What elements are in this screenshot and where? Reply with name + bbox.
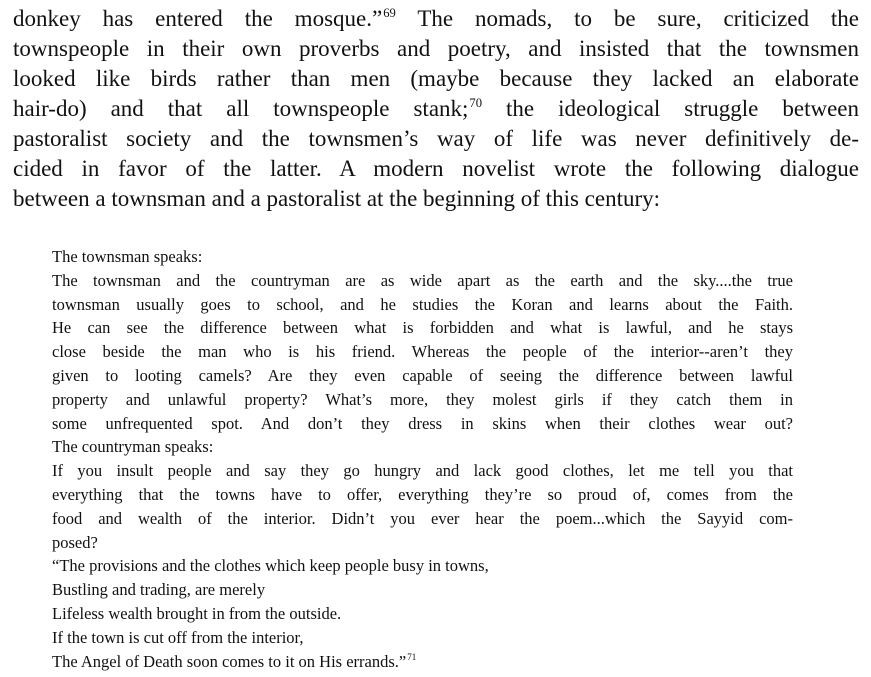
quote-line: The townsman and the countryman are as wide apart as the earth and the sky....the true [52,270,793,290]
poem-line: Lifeless wealth brought in from the outside. [52,603,342,623]
quote-line: some unfrequented spot. And don’t they dress in skins when their clothes wear out? [52,413,793,433]
poem-line: “The provisions and the clothes which keep people busy in towns, [52,556,489,576]
quote-line: everything that the towns have to offer, everything they’re so proud of, comes from the [52,484,793,504]
footnote-marker-71: 71 [407,652,417,663]
quote-line: property and unlawful property? What’s more, they molest girls if they catch them in [52,389,793,409]
body-paragraph [13,4,859,214]
quote-line: close beside the man who is his friend. Whereas the people of the interior--aren’t they [52,342,793,362]
quote-line: If you insult people and say they go hungry and lack good clothes, let me tell you that [52,461,793,481]
poem-line: If the town is cut off from the interior, [52,627,304,647]
quote-line: posed? [52,532,98,552]
quote-line: given to looting camels? Are they even capable of seeing the difference between lawful [52,365,793,385]
paragraph-line: between a townsman and a pastoralist at the beginning of this century: [13,186,661,211]
line-text: The Angel of Death soon comes to it on His errands.” [52,651,407,671]
line-text: the ideological struggle between [482,96,860,121]
quote-line: townsman usually goes to school, and he studies the Koran and learns about the Faith. [52,294,793,314]
paragraph-line: townspeople in their own proverbs and poetry, and insisted that the townsmen [13,36,859,61]
footnote-marker-69: 69 [383,6,396,21]
poem-line [52,650,793,674]
line-text: hair-do) and that all townspeople stank; [13,96,469,121]
paragraph-line: cided in favor of the latter. A modern novelist wrote the following dialogue [13,156,859,181]
paragraph-line: looked like birds rather than men (maybe because they lacked an elaborate [13,66,859,91]
dialogue-block-quote [52,245,793,673]
line-text: The nomads, to be sure, criticized the [395,6,859,31]
paragraph-line [13,94,859,124]
speaker-heading-townsman: The townsman speaks: [52,247,203,266]
quote-line: food and wealth of the interior. Didn’t you ever hear the poem...which the Sayyid com- [52,508,793,528]
speaker-heading-countryman: The countryman speaks: [52,437,214,457]
poem-line: Bustling and trading, are merely [52,580,266,600]
line-text: donkey has entered the mosque.” [13,6,383,31]
paragraph-line: pastoralist society and the townsmen’s way of life was never definitively de- [13,126,859,151]
quote-line: He can see the difference between what is forbidden and what is lawful, and he stays [52,318,793,338]
paragraph-line [13,4,859,34]
footnote-marker-70: 70 [469,96,483,111]
